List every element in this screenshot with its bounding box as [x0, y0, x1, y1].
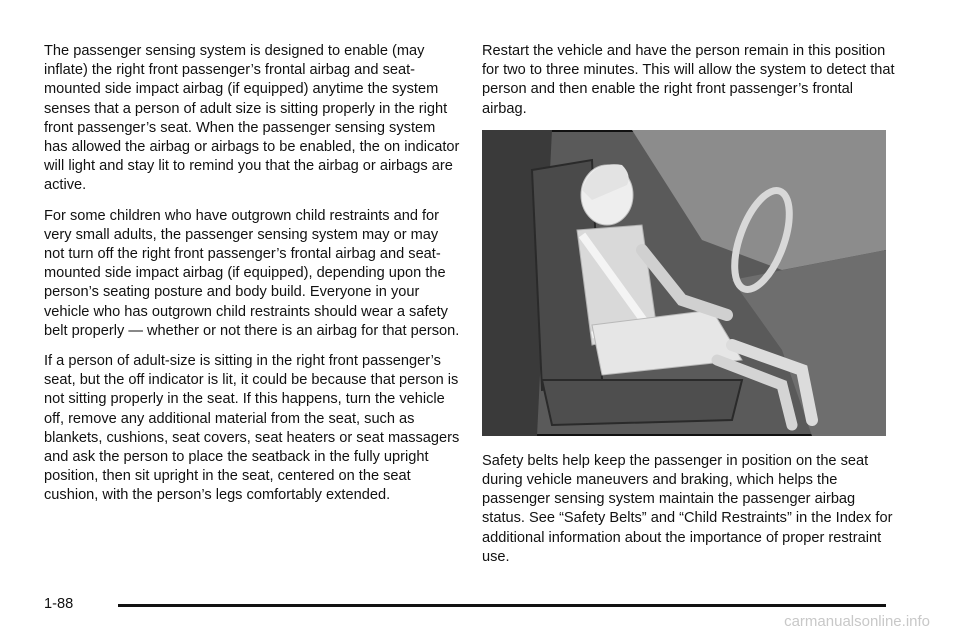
- watermark: carmanualsonline.info: [784, 613, 930, 630]
- seated-passenger-image: [482, 130, 886, 436]
- paragraph-safety-belts: Safety belts help keep the passenger in position on the seat during vehicle maneuvers and braking, which helps the passenger sensing system maintain the passenger airbag status. See “Safety Belts” and “Child Restraints” in the Index for additional information about the importance of proper restraint use.: [482, 452, 893, 565]
- right-column: [482, 42, 898, 578]
- paragraph-children: For some children who have outgrown child restraints and for very small adults, the passenger sensing system may or may not turn off the right front passenger’s frontal airbag and seat-mounted side impact airbag (if equipped), depending upon the person’s seating posture and body build. Everyone in your vehicle who has outgrown child restraints should wear a safety belt properly — whether or not there is an airbag for that person.: [44, 207, 460, 339]
- page-number: 1-88: [44, 596, 74, 612]
- paragraph-restart: Restart the vehicle and have the person remain in this position for two to three minutes. This will allow the system to detect that person and then enable the right front passenger’s frontal airbag.: [482, 43, 895, 117]
- passenger-illustration: [482, 130, 886, 436]
- left-column: [44, 42, 460, 517]
- paragraph-off-indicator: If a person of adult-size is sitting in the right front passenger’s seat, but the off indicator is lit, it could be because that person is not sitting properly in the seat. If this happens, turn the vehicle off, remove any additional material from the seat, such as blankets, cushions, seat covers, seat heaters or seat massagers and ask the person to place the seatback in the fully upright position, then sit upright in the seat, centered on the seat cushion, with the person’s legs comfortably extended.: [44, 353, 460, 504]
- paragraph-enable: The passenger sensing system is designed to enable (may inflate) the right front passenger’s frontal airbag and seat-mounted side impact airbag (if equipped) anytime the system senses that a person of adult size is sitting properly in the right front passenger’s seat. When the passenger sensing system has allowed the airbag or airbags to be enabled, the on indicator will light and stay lit to remind you that the airbag or airbags are active.: [44, 43, 460, 194]
- footer-rule: [118, 604, 886, 607]
